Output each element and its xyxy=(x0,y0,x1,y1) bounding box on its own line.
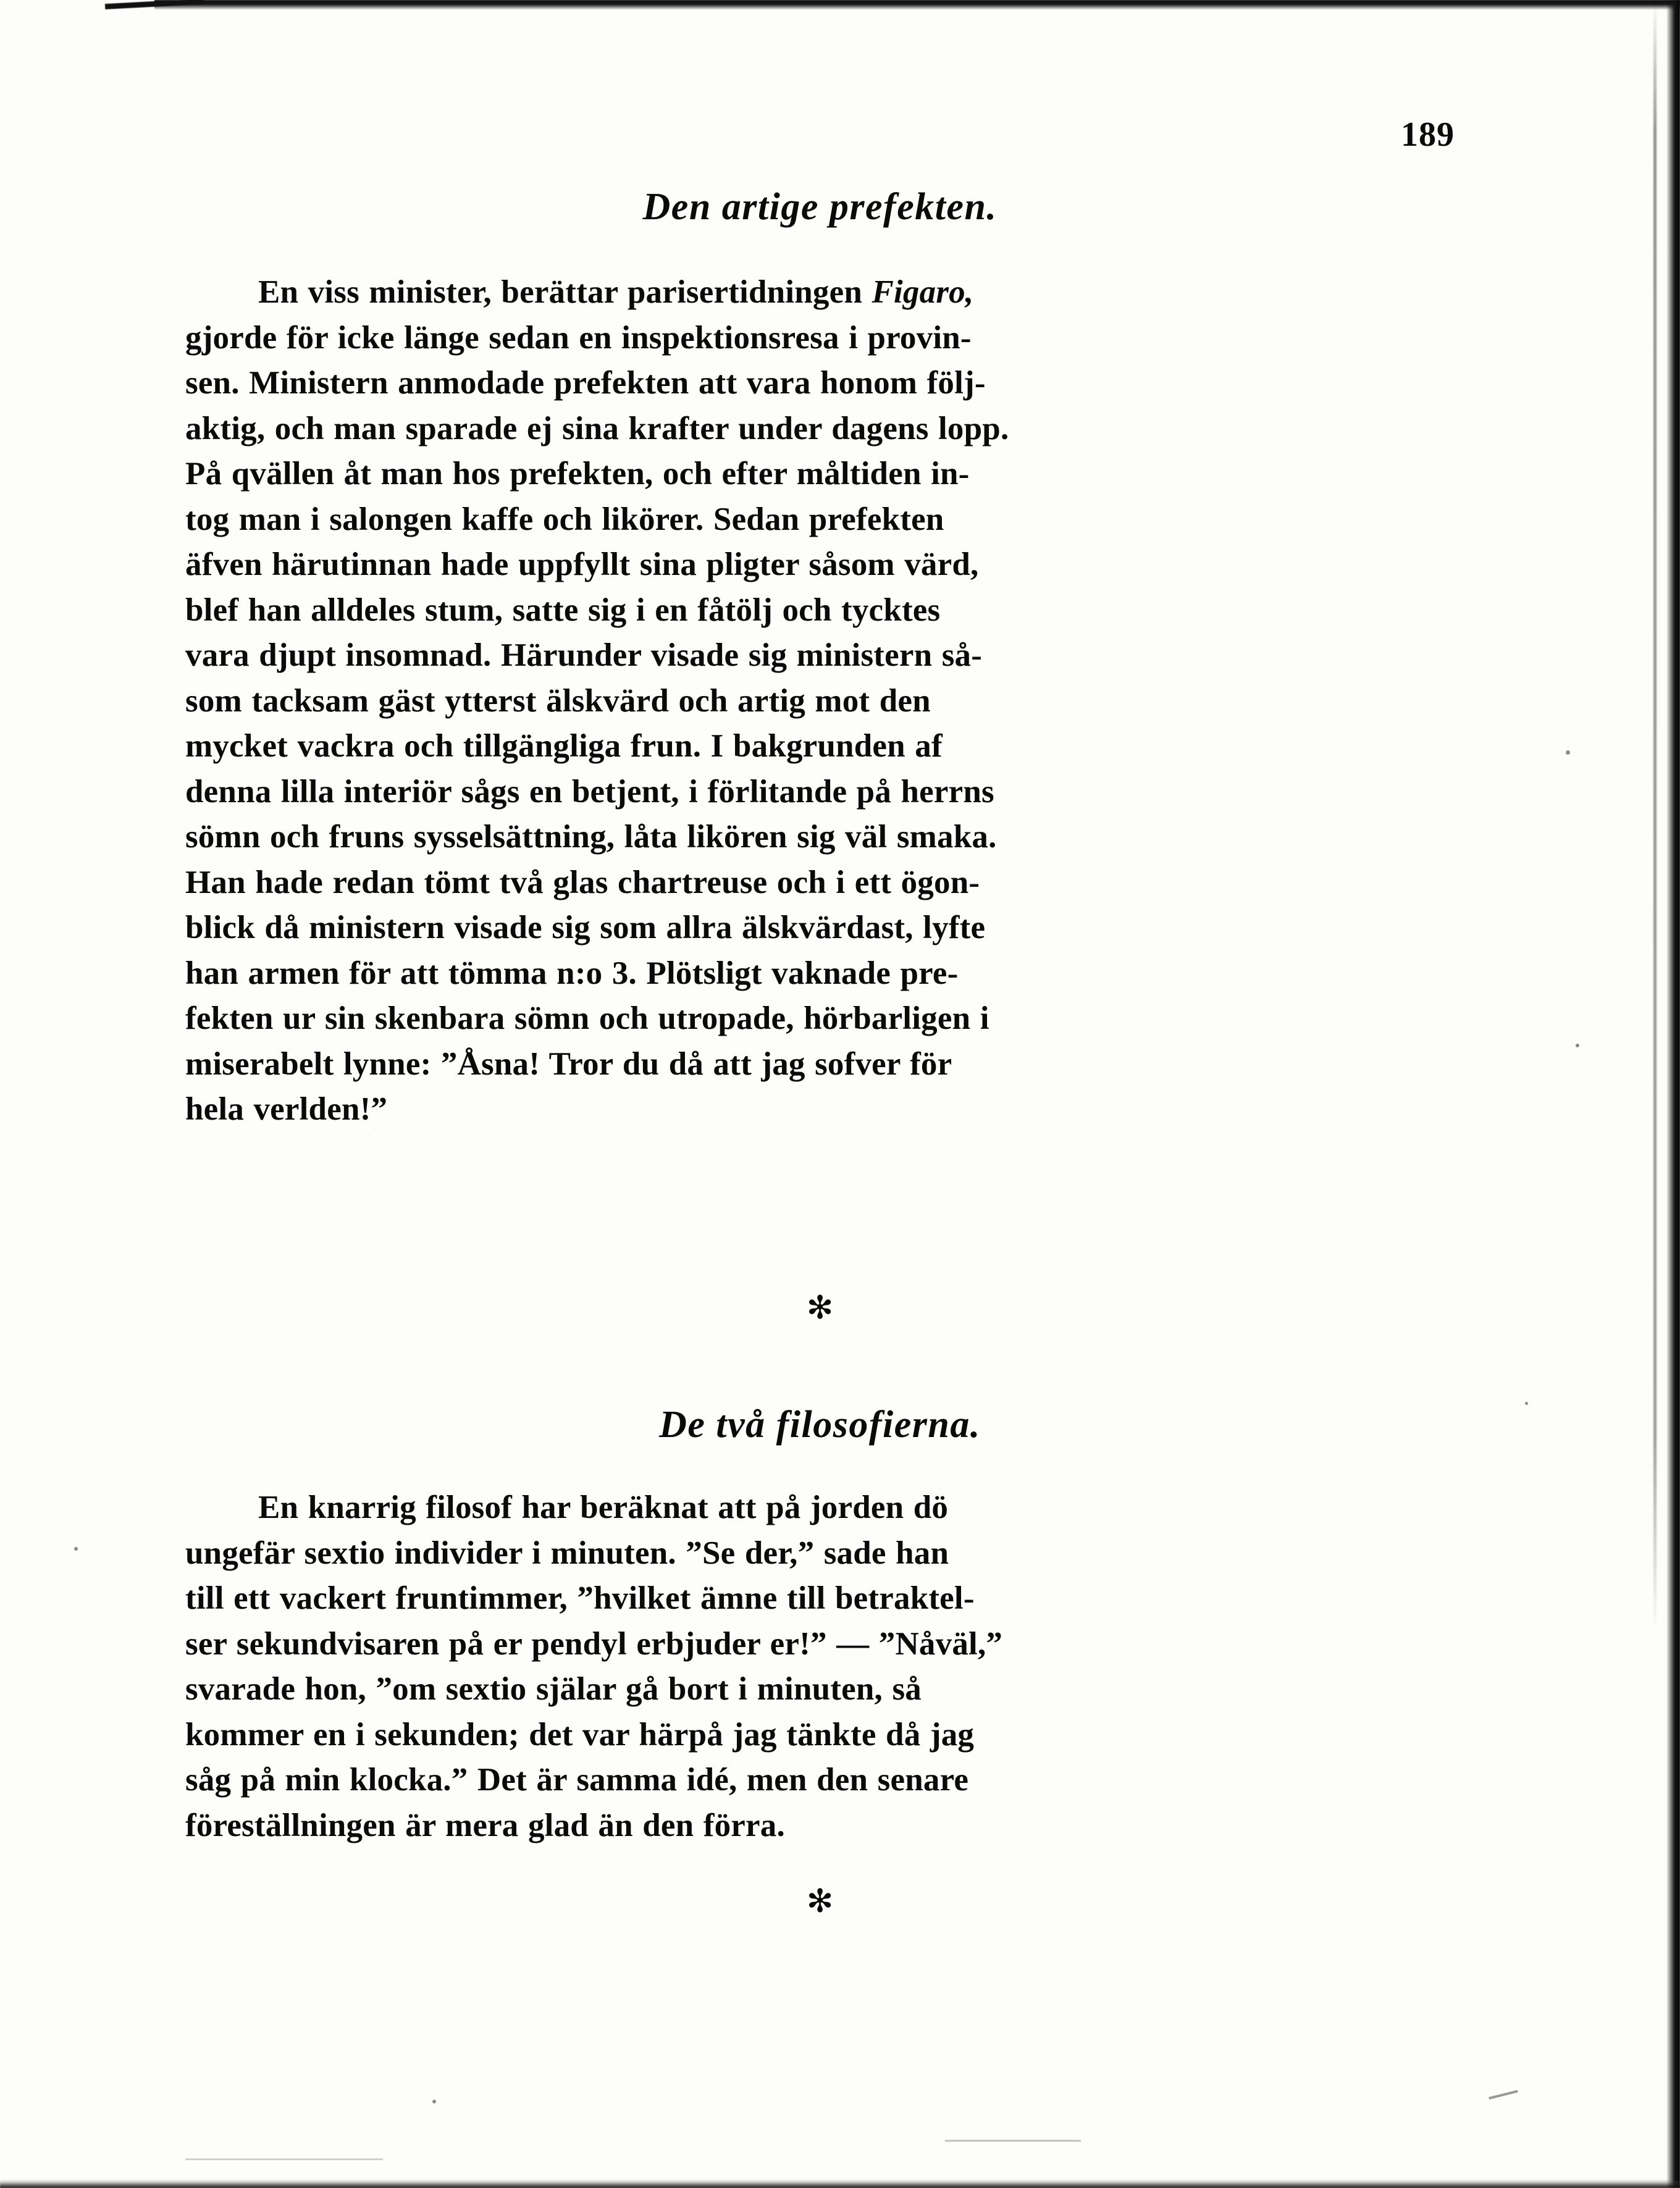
anecdote-body-1 xyxy=(185,270,1455,1133)
scan-scratch xyxy=(185,2158,383,2160)
text-line: hela verlden!” xyxy=(185,1091,388,1127)
text-line: svarade hon, ”om sextio själar gå bort i minuten, så xyxy=(185,1671,922,1707)
text-line: sen. Ministern anmodade prefekten att vara honom följ- xyxy=(185,365,986,401)
section-separator-asterisk-2: ✻ xyxy=(806,1883,834,1920)
text-line: miserabelt lynne: ”Åsna! Tror du då att jag sofver för xyxy=(185,1046,952,1082)
scan-scratch xyxy=(945,2140,1081,2142)
text-line: fekten ur sin skenbara sömn och utropade, hörbarligen i xyxy=(185,1000,989,1036)
text-line: En viss minister, berättar parisertidningen Figaro, xyxy=(258,274,974,310)
text-line: tog man i salongen kaffe och likörer. Sedan prefekten xyxy=(185,501,944,537)
italic-publication-name: Figaro, xyxy=(872,274,974,310)
scan-border-right xyxy=(1666,0,1680,2188)
text-line: föreställningen är mera glad än den förra. xyxy=(185,1807,785,1843)
section-title-1: Den artige prefekten. xyxy=(642,186,998,228)
text-line: ungefär sextio individer i minuten. ”Se der,” sade han xyxy=(185,1535,949,1571)
text-line: denna lilla interiör sågs en betjent, i förlitande på herrns xyxy=(185,773,994,810)
text-line: äfven härutinnan hade uppfyllt sina pligter såsom värd, xyxy=(185,547,979,582)
text-line: På qvällen åt man hos prefekten, och efter måltiden in- xyxy=(185,456,970,492)
text-line: aktig, och man sparade ej sina krafter under dagens lopp. xyxy=(185,410,1009,446)
text-line: till ett vackert fruntimmer, ”hvilket ämne till betraktel- xyxy=(185,1580,975,1616)
text-line: sömn och fruns sysselsättning, låta likören sig väl smaka. xyxy=(185,819,997,855)
text-line: såg på min klocka.” Det är samma idé, men den senare xyxy=(185,1762,969,1798)
text-line: gjorde för icke länge sedan en inspektionsresa i provin- xyxy=(185,319,972,356)
text-line: som tacksam gäst ytterst älskvärd och artig mot den xyxy=(185,682,931,719)
text-line: blef han alldeles stum, satte sig i en fåtölj och tycktes xyxy=(185,592,941,628)
scan-border-top xyxy=(154,0,1680,10)
scan-speck xyxy=(74,1547,78,1551)
scan-speck xyxy=(1576,1044,1579,1047)
scan-speck xyxy=(1566,750,1570,755)
section-separator-asterisk-1: ✻ xyxy=(806,1289,834,1327)
text-line: vara djupt insomnad. Härunder visade sig ministern så- xyxy=(185,637,983,673)
text-line: mycket vackra och tillgängliga frun. I bakgrunden af xyxy=(185,728,943,764)
scan-border-right-inner xyxy=(1653,0,1657,1630)
text-line: En knarrig filosof har beräknat att på jorden dö xyxy=(258,1490,949,1525)
text-line: Han hade redan tömt två glas chartreuse och i ett ögon- xyxy=(185,864,980,900)
text-line: ser sekundvisaren på er pendyl erbjuder er!” — ”Nåväl,” xyxy=(185,1625,1003,1662)
anecdote-body-2 xyxy=(185,1485,1455,1848)
text-line: han armen för att tömma n:o 3. Plötsligt vaknade pre- xyxy=(185,955,959,991)
text-line: kommer en i sekunden; det var härpå jag tänkte då jag xyxy=(185,1716,975,1753)
text-line: blick då ministern visade sig som allra älskvärdast, lyfte xyxy=(185,910,986,945)
scan-scratch xyxy=(1489,2090,1518,2099)
scan-border-bottom xyxy=(0,2179,1680,2188)
section-title-2: De två filosofierna. xyxy=(659,1404,981,1446)
scan-speck xyxy=(1525,1402,1528,1405)
scan-speck xyxy=(432,2100,436,2103)
page-number: 189 xyxy=(1401,115,1455,154)
